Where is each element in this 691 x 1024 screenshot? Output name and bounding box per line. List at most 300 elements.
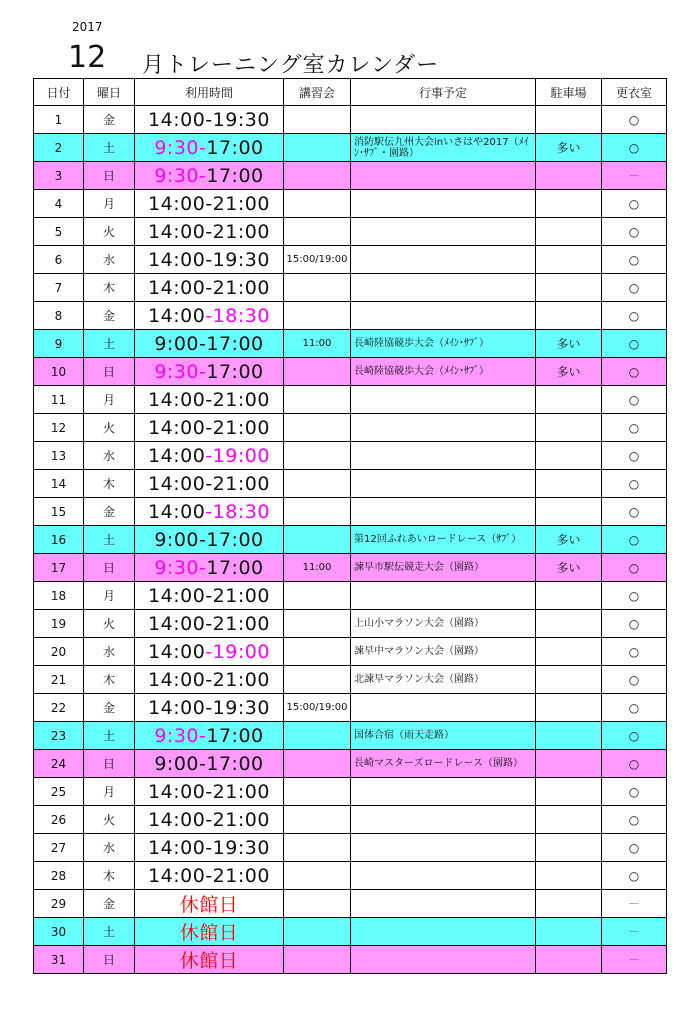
locker-status-icon: ○ [628,588,640,603]
cell-weekday: 火 [84,414,135,442]
cell-locker [602,750,667,778]
time-start: 14:00 [148,304,206,327]
table-row [34,442,667,470]
time-end: 19:30 [212,108,270,131]
page-title: 月トレーニング室カレンダー [142,53,440,78]
cell-date: 25 [34,778,84,806]
time-start: 14:00 [148,472,206,495]
cell-date: 3 [34,162,84,190]
cell-hours [135,946,284,974]
col-header-parking: 駐車場 [536,79,602,106]
locker-status-icon: － [627,925,640,939]
cell-date: 15 [34,498,84,526]
year-label: 2017 [72,20,103,34]
cell-weekday: 日 [84,162,135,190]
cell-lecture [284,414,351,442]
cell-locker [602,610,667,638]
cell-event [351,834,536,862]
time-end: 17:00 [206,528,264,551]
cell-date: 9 [34,330,84,358]
cell-hours [135,750,284,778]
time-end: 17:00 [206,136,264,159]
cell-weekday: 月 [84,582,135,610]
cell-weekday: 木 [84,470,135,498]
cell-lecture: 15:00/19:00 [284,246,351,274]
cell-parking [536,442,602,470]
cell-event [351,246,536,274]
cell-lecture [284,918,351,946]
time-start: 14:00 [148,696,206,719]
cell-event: 消防駅伝九州大会inいさはや2017（ﾒｲﾝ･ｻﾌﾞ・園路） [351,134,536,162]
table-row [34,274,667,302]
cell-lecture [284,162,351,190]
locker-status-icon: ○ [628,224,640,239]
time-separator: - [205,416,213,439]
month-number: 12 [68,40,107,75]
cell-date: 24 [34,750,84,778]
cell-date: 27 [34,834,84,862]
cell-lecture [284,190,351,218]
cell-locker [602,554,667,582]
table-row [34,890,667,918]
time-end: 21:00 [212,612,270,635]
closed-label: 休館日 [179,950,239,972]
cell-lecture [284,610,351,638]
cell-locker [602,722,667,750]
cell-event [351,694,536,722]
cell-locker [602,890,667,918]
table-row [34,330,667,358]
cell-locker [602,274,667,302]
cell-event: 国体合宿（雨天走路） [351,722,536,750]
table-row [34,554,667,582]
time-start: 14:00 [148,248,206,271]
table-row [34,666,667,694]
cell-hours [135,890,284,918]
locker-status-icon: ○ [628,140,640,155]
time-separator: - [205,472,213,495]
cell-date: 2 [34,134,84,162]
time-start: 14:00 [148,444,206,467]
locker-status-icon: ○ [628,448,640,463]
cell-locker [602,694,667,722]
cell-hours [135,386,284,414]
cell-lecture [284,778,351,806]
time-start: 14:00 [148,584,206,607]
time-end: 17:00 [206,556,264,579]
cell-parking [536,470,602,498]
time-separator: - [205,836,213,859]
cell-hours [135,834,284,862]
cell-weekday: 土 [84,134,135,162]
cell-parking [536,274,602,302]
locker-status-icon: ○ [628,476,640,491]
cell-event: 長崎陸協競歩大会（ﾒｲﾝ･ｻﾌﾞ） [351,358,536,386]
cell-date: 26 [34,806,84,834]
cell-hours [135,414,284,442]
cell-lecture [284,218,351,246]
cell-date: 11 [34,386,84,414]
cell-weekday: 金 [84,694,135,722]
cell-parking [536,638,602,666]
cell-hours [135,302,284,330]
cell-event: 上山小マラソン大会（園路） [351,610,536,638]
cell-locker [602,442,667,470]
cell-locker [602,386,667,414]
cell-weekday: 土 [84,330,135,358]
cell-event [351,442,536,470]
cell-parking [536,498,602,526]
time-end: 21:00 [212,388,270,411]
table-row [34,638,667,666]
cell-lecture [284,470,351,498]
cell-event [351,946,536,974]
time-separator: - [199,752,207,775]
cell-date: 14 [34,470,84,498]
cell-event [351,302,536,330]
cell-date: 16 [34,526,84,554]
cell-date: 13 [34,442,84,470]
time-end: 19:30 [212,836,270,859]
cell-weekday: 火 [84,806,135,834]
cell-parking [536,106,602,134]
locker-status-icon: － [627,897,640,911]
table-row [34,190,667,218]
cell-hours [135,190,284,218]
cell-date: 31 [34,946,84,974]
time-separator: - [205,444,213,467]
table-row [34,218,667,246]
locker-status-icon: ○ [628,840,640,855]
cell-date: 22 [34,694,84,722]
cell-date: 10 [34,358,84,386]
cell-weekday: 木 [84,862,135,890]
table-row [34,414,667,442]
cell-weekday: 月 [84,190,135,218]
time-separator: - [205,864,213,887]
locker-status-icon: ○ [628,420,640,435]
table-row [34,750,667,778]
cell-hours [135,806,284,834]
time-end: 17:00 [206,724,264,747]
cell-lecture [284,302,351,330]
cell-lecture [284,750,351,778]
cell-weekday: 日 [84,554,135,582]
table-row [34,246,667,274]
cell-parking [536,610,602,638]
cell-weekday: 水 [84,834,135,862]
cell-date: 19 [34,610,84,638]
cell-lecture [284,638,351,666]
locker-status-icon: ○ [628,756,640,771]
table-row [34,610,667,638]
table-row [34,470,667,498]
time-separator: - [205,640,213,663]
time-end: 21:00 [212,192,270,215]
cell-date: 7 [34,274,84,302]
cell-date: 23 [34,722,84,750]
time-separator: - [205,192,213,215]
locker-status-icon: ○ [628,280,640,295]
cell-weekday: 土 [84,918,135,946]
cell-event [351,414,536,442]
time-end: 18:30 [212,500,270,523]
time-end: 21:00 [212,276,270,299]
col-header-weekday: 曜日 [84,79,135,106]
time-end: 19:00 [212,640,270,663]
cell-date: 28 [34,862,84,890]
cell-parking [536,834,602,862]
cell-weekday: 月 [84,778,135,806]
cell-lecture [284,106,351,134]
cell-locker [602,526,667,554]
closed-label: 休館日 [179,922,239,944]
table-row [34,386,667,414]
table-row [34,778,667,806]
locker-status-icon: ○ [628,672,640,687]
time-separator: - [205,108,213,131]
cell-weekday: 水 [84,442,135,470]
table-row [34,498,667,526]
time-separator: - [205,808,213,831]
cell-weekday: 木 [84,274,135,302]
cell-parking [536,190,602,218]
time-separator: - [199,556,207,579]
cell-parking [536,666,602,694]
table-row [34,946,667,974]
cell-lecture [284,722,351,750]
time-separator: - [205,304,213,327]
locker-status-icon: ○ [628,532,640,547]
cell-event [351,498,536,526]
cell-date: 17 [34,554,84,582]
time-separator: - [205,500,213,523]
cell-event [351,274,536,302]
cell-date: 29 [34,890,84,918]
header-row [34,79,667,106]
cell-lecture [284,666,351,694]
time-separator: - [199,332,207,355]
cell-locker [602,190,667,218]
cell-event [351,162,536,190]
cell-hours [135,134,284,162]
locker-status-icon: ○ [628,308,640,323]
time-start: 14:00 [148,220,206,243]
cell-locker [602,414,667,442]
cell-locker [602,134,667,162]
cell-date: 4 [34,190,84,218]
time-separator: - [205,696,213,719]
cell-event [351,190,536,218]
cell-locker [602,778,667,806]
cell-parking [536,218,602,246]
cell-hours [135,918,284,946]
cell-date: 18 [34,582,84,610]
cell-hours [135,498,284,526]
cell-event: 諫早中マラソン大会（園路） [351,638,536,666]
cell-event: 第12回ふれあいロードレース（ｻﾌﾞ） [351,526,536,554]
cell-lecture [284,386,351,414]
locker-status-icon: ○ [628,364,640,379]
time-start: 14:00 [148,808,206,831]
cell-event [351,218,536,246]
time-separator: - [205,276,213,299]
time-end: 21:00 [212,808,270,831]
cell-date: 20 [34,638,84,666]
cell-date: 21 [34,666,84,694]
cell-hours [135,722,284,750]
locker-status-icon: ○ [628,336,640,351]
cell-hours [135,470,284,498]
cell-weekday: 木 [84,666,135,694]
time-end: 19:00 [212,444,270,467]
cell-hours [135,106,284,134]
col-header-locker: 更衣室 [602,79,667,106]
cell-lecture: 11:00 [284,554,351,582]
cell-date: 8 [34,302,84,330]
cell-hours [135,694,284,722]
cell-hours [135,862,284,890]
time-separator: - [199,136,207,159]
time-start: 9:00 [154,752,200,775]
time-end: 21:00 [212,864,270,887]
cell-date: 30 [34,918,84,946]
cell-lecture: 11:00 [284,330,351,358]
cell-weekday: 火 [84,610,135,638]
table-row [34,162,667,190]
cell-lecture [284,582,351,610]
cell-lecture [284,890,351,918]
time-end: 21:00 [212,780,270,803]
cell-hours [135,218,284,246]
cell-weekday: 金 [84,890,135,918]
cell-event [351,386,536,414]
locker-status-icon: － [627,953,640,967]
time-start: 14:00 [148,388,206,411]
time-separator: - [199,164,207,187]
cell-parking [536,582,602,610]
locker-status-icon: ○ [628,112,640,127]
cell-locker [602,498,667,526]
cell-event: 北諫早マラソン大会（園路） [351,666,536,694]
cell-parking [536,946,602,974]
cell-event [351,918,536,946]
cell-locker [602,638,667,666]
time-start: 9:00 [154,528,200,551]
cell-event: 長崎陸協競歩大会（ﾒｲﾝ･ｻﾌﾞ） [351,330,536,358]
cell-parking [536,162,602,190]
time-separator: - [199,528,207,551]
time-end: 21:00 [212,584,270,607]
cell-parking [536,302,602,330]
cell-hours [135,582,284,610]
cell-hours [135,778,284,806]
time-start: 14:00 [148,612,206,635]
cell-event [351,890,536,918]
cell-locker [602,162,667,190]
cell-locker [602,218,667,246]
time-end: 21:00 [212,416,270,439]
cell-parking [536,890,602,918]
time-start: 9:30 [154,724,200,747]
cell-locker [602,918,667,946]
cell-locker [602,470,667,498]
time-start: 14:00 [148,192,206,215]
cell-event [351,582,536,610]
cell-event [351,806,536,834]
cell-lecture [284,946,351,974]
cell-date: 12 [34,414,84,442]
table-row [34,358,667,386]
cell-lecture [284,498,351,526]
locker-status-icon: ○ [628,504,640,519]
locker-status-icon: ○ [628,812,640,827]
table-row [34,302,667,330]
time-start: 14:00 [148,416,206,439]
table-row [34,862,667,890]
time-start: 14:00 [148,836,206,859]
time-end: 19:30 [212,696,270,719]
cell-hours [135,666,284,694]
cell-hours [135,330,284,358]
cell-parking [536,386,602,414]
cell-parking: 多い [536,330,602,358]
cell-hours [135,526,284,554]
cell-parking [536,750,602,778]
time-start: 9:00 [154,332,200,355]
time-separator: - [205,584,213,607]
time-separator: - [205,388,213,411]
time-separator: - [199,724,207,747]
cell-parking [536,246,602,274]
cell-event [351,106,536,134]
cell-hours [135,274,284,302]
cell-parking [536,778,602,806]
table-row [34,694,667,722]
calendar-table [33,78,667,974]
cell-weekday: 水 [84,246,135,274]
cell-parking [536,414,602,442]
cell-weekday: 金 [84,106,135,134]
cell-parking: 多い [536,134,602,162]
time-end: 17:00 [206,332,264,355]
cell-hours [135,358,284,386]
table-row [34,806,667,834]
cell-weekday: 日 [84,946,135,974]
cell-date: 6 [34,246,84,274]
cell-date: 1 [34,106,84,134]
time-start: 14:00 [148,108,206,131]
time-end: 21:00 [212,220,270,243]
time-start: 14:00 [148,864,206,887]
cell-lecture [284,526,351,554]
cell-event [351,778,536,806]
time-separator: - [205,248,213,271]
cell-locker [602,946,667,974]
cell-lecture [284,442,351,470]
cell-parking [536,862,602,890]
locker-status-icon: ○ [628,700,640,715]
col-header-lecture: 講習会 [284,79,351,106]
time-separator: - [205,668,213,691]
table-row [34,526,667,554]
cell-weekday: 日 [84,750,135,778]
cell-locker [602,330,667,358]
table-row [34,722,667,750]
col-header-date: 日付 [34,79,84,106]
cell-lecture [284,834,351,862]
time-start: 14:00 [148,276,206,299]
